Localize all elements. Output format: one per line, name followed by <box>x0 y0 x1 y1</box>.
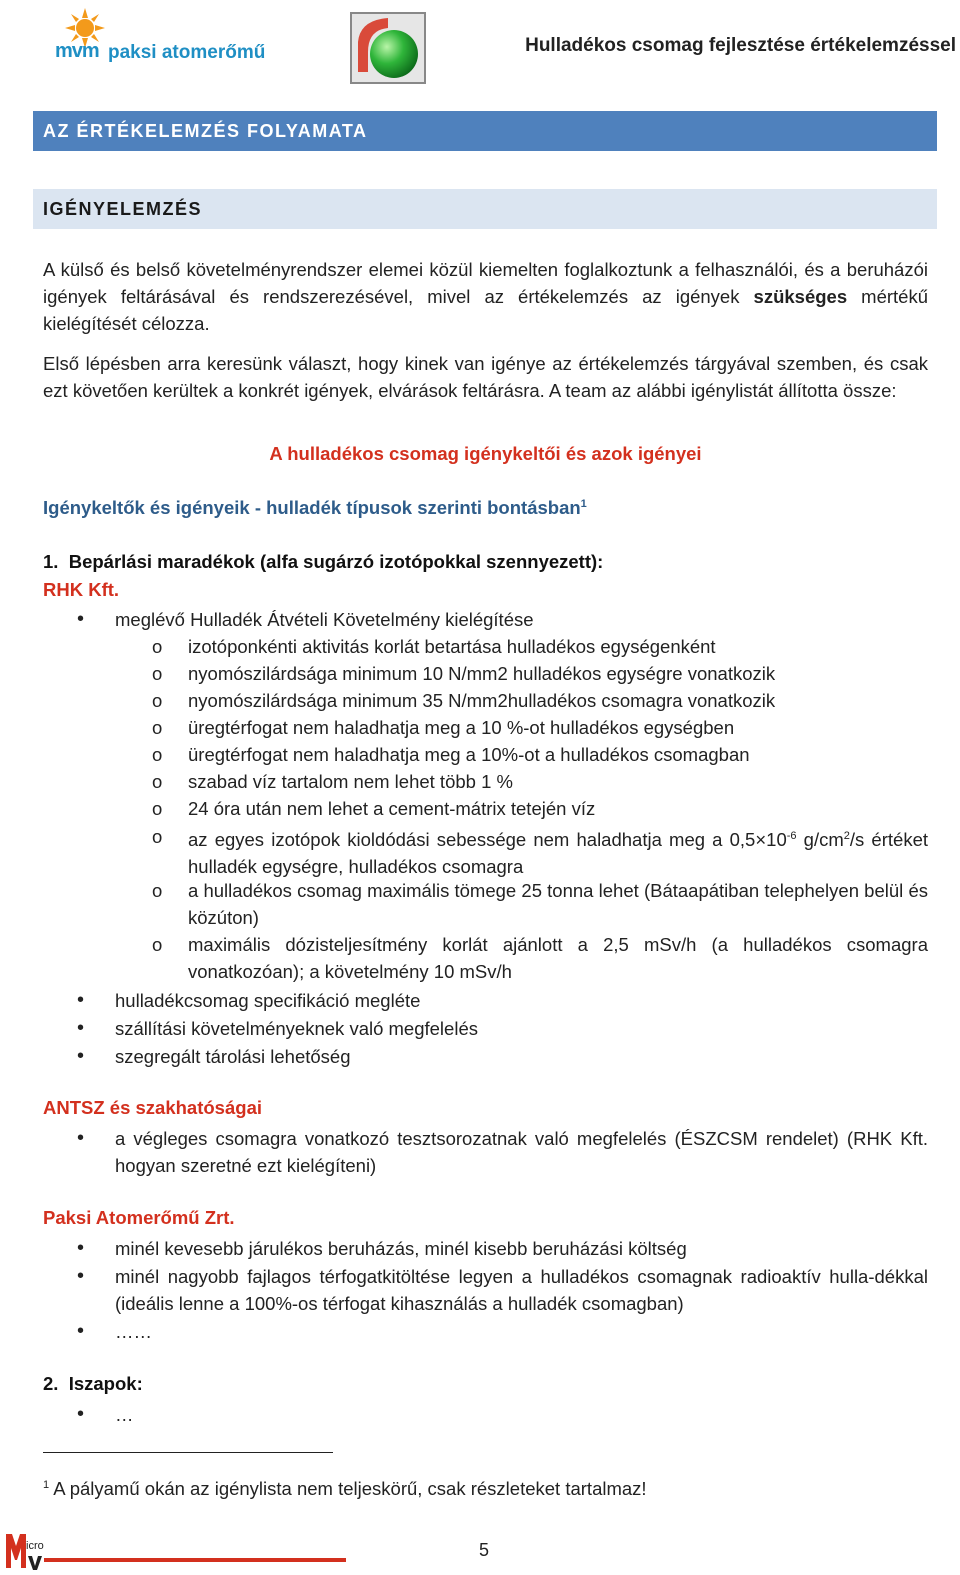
logo-company: paksi atomerőmű <box>108 42 266 63</box>
logo-mvm: mvm <box>55 40 99 62</box>
sub-bullet-icon: o <box>152 771 163 792</box>
mvm-logo <box>50 8 280 68</box>
list-item: meglévő Hulladék Átvételi Követelmény kielégítése <box>115 609 534 630</box>
sub-bullet-icon: o <box>152 663 163 684</box>
org-name: ANTSZ és szakhatóságai <box>43 1097 262 1118</box>
document-title: Hulladékos csomag fejlesztése értékelemzéssel <box>525 35 956 56</box>
sub-list-item: az egyes izotópok kioldódási sebessége nem haladhatja meg a $0,5\times 10^{-6}$ $g/cm^2/s$ értéket hulladék egységre, hulladékos csomagra <box>188 829 928 878</box>
sub-bullet-icon: o <box>152 690 163 711</box>
bullet-icon: • <box>77 1320 85 1342</box>
footnote-ref: 1 <box>580 497 587 510</box>
intro-paragraph: A külső és belső követelményrendszer elemei közül kiemelten foglalkoztunk a felhasználói, és a beruházói igények feltárásával és rendszerezésével, mivel az értékelemzés az igények szükséges mértékű kielégítését célozza. <box>43 259 929 334</box>
sub-list-item: üregtérfogat nem haladhatja meg a 10%-ot a hulladékos csomagban <box>188 744 750 765</box>
sub-list-item: nyomószilárdsága minimum 35 N/mm2hulladékos csomagra vonatkozik <box>188 690 776 711</box>
org-name: RHK Kft. <box>43 579 120 600</box>
breakdown-title: Igénykeltők és igényeik - hulladék típusok szerinti bontásban$^1$ <box>43 497 587 518</box>
subsection-heading: IGÉNYELEMZÉS <box>33 189 937 229</box>
sub-bullet-icon: o <box>152 798 163 819</box>
sub-bullet-icon: o <box>152 717 163 738</box>
micro-va-logo <box>4 1530 48 1570</box>
list-item: hulladékcsomag specifikáció megléte <box>115 990 421 1011</box>
sub-list-item: izotóponkénti aktivitás korlát betartása hulladékos egységenként <box>188 636 716 657</box>
sub-list-item: nyomószilárdsága minimum 10 N/mm2 hulladékos egységre vonatkozik <box>188 663 776 684</box>
list-item: …… <box>115 1321 152 1342</box>
sub-list-item: a hulladékos csomag maximális tömege 25 tonna lehet (Bátaapátiban telephelyen belül és közúton) <box>188 880 928 928</box>
list-item: a végleges csomagra vonatkozó tesztsorozatnak való megfelelés (ÉSZCSM rendelet) (RHK Kft. hogyan szeretné ezt kielégíteni) <box>115 1128 928 1176</box>
page-number: 5 <box>479 1540 490 1560</box>
sub-bullet-icon: o <box>152 826 163 847</box>
footnote-divider <box>43 1452 333 1453</box>
bullet-icon: • <box>77 1045 85 1067</box>
footer-bar <box>44 1558 346 1562</box>
list-item: szegregált tárolási lehetőség <box>115 1046 351 1067</box>
group-heading: 1. Bepárlási maradékok (alfa sugárzó izotópokkal szennyezett): <box>43 551 604 572</box>
group-heading: 2. Iszapok: <box>43 1373 143 1394</box>
list-item: minél kevesebb járulékos beruházás, minél kisebb beruházási költség <box>115 1238 687 1259</box>
list-item: szállítási követelményeknek való megfelelés <box>115 1018 478 1039</box>
footnote: $^1$ A pályamű okán az igénylista nem teljeskörű, csak részleteket tartalmaz! <box>43 1478 647 1499</box>
sub-bullet-icon: o <box>152 880 163 901</box>
sub-list-item: szabad víz tartalom nem lehet több 1 % <box>188 771 513 792</box>
bullet-icon: • <box>77 989 85 1011</box>
table-title: A hulladékos csomag igénykeltői és azok igényei <box>269 443 702 464</box>
sub-list-item: üregtérfogat nem haladhatja meg a 10 %-ot hulladékos egységben <box>188 717 735 738</box>
bullet-icon: • <box>77 1403 85 1425</box>
list-item: … <box>115 1404 134 1425</box>
org-name: Paksi Atomerőmű Zrt. <box>43 1207 235 1228</box>
sub-bullet-icon: o <box>152 744 163 765</box>
micro-logo-text: icro <box>26 1540 44 1552</box>
sub-list-item: 24 óra után nem lehet a cement-mátrix tetején víz <box>188 798 596 819</box>
second-paragraph: Első lépésben arra keresünk választ, hogy kinek van igénye az értékelemzés tárgyával szemben, és csak ezt követően kerültek a konkrét igények, elvárások feltárásra. A team az alábbi igénylistát állította össze: <box>43 353 928 401</box>
bullet-icon: • <box>77 1127 85 1149</box>
sub-bullet-icon: o <box>152 934 163 955</box>
section-heading: AZ ÉRTÉKELEMZÉS FOLYAMATA <box>33 111 937 151</box>
bullet-icon: • <box>77 608 85 630</box>
plant-emblem-icon <box>350 12 426 84</box>
bullet-icon: • <box>77 1265 85 1287</box>
sub-list-item: maximális dózisteljesítmény korlát ajánlott a 2,5 mSv/h (a hulladékos csomagra vonatkozóan); a követelmény 10 mSv/h <box>188 934 928 982</box>
list-item: minél nagyobb fajlagos térfogatkitöltése legyen a hulladékos csomagnak radioaktív hulla-dékkal (ideális lenne a 100%-os térfogat kihasználás a hulladék csomagban) <box>115 1266 928 1314</box>
bullet-icon: • <box>77 1017 85 1039</box>
sub-bullet-icon: o <box>152 636 163 657</box>
bullet-icon: • <box>77 1237 85 1259</box>
